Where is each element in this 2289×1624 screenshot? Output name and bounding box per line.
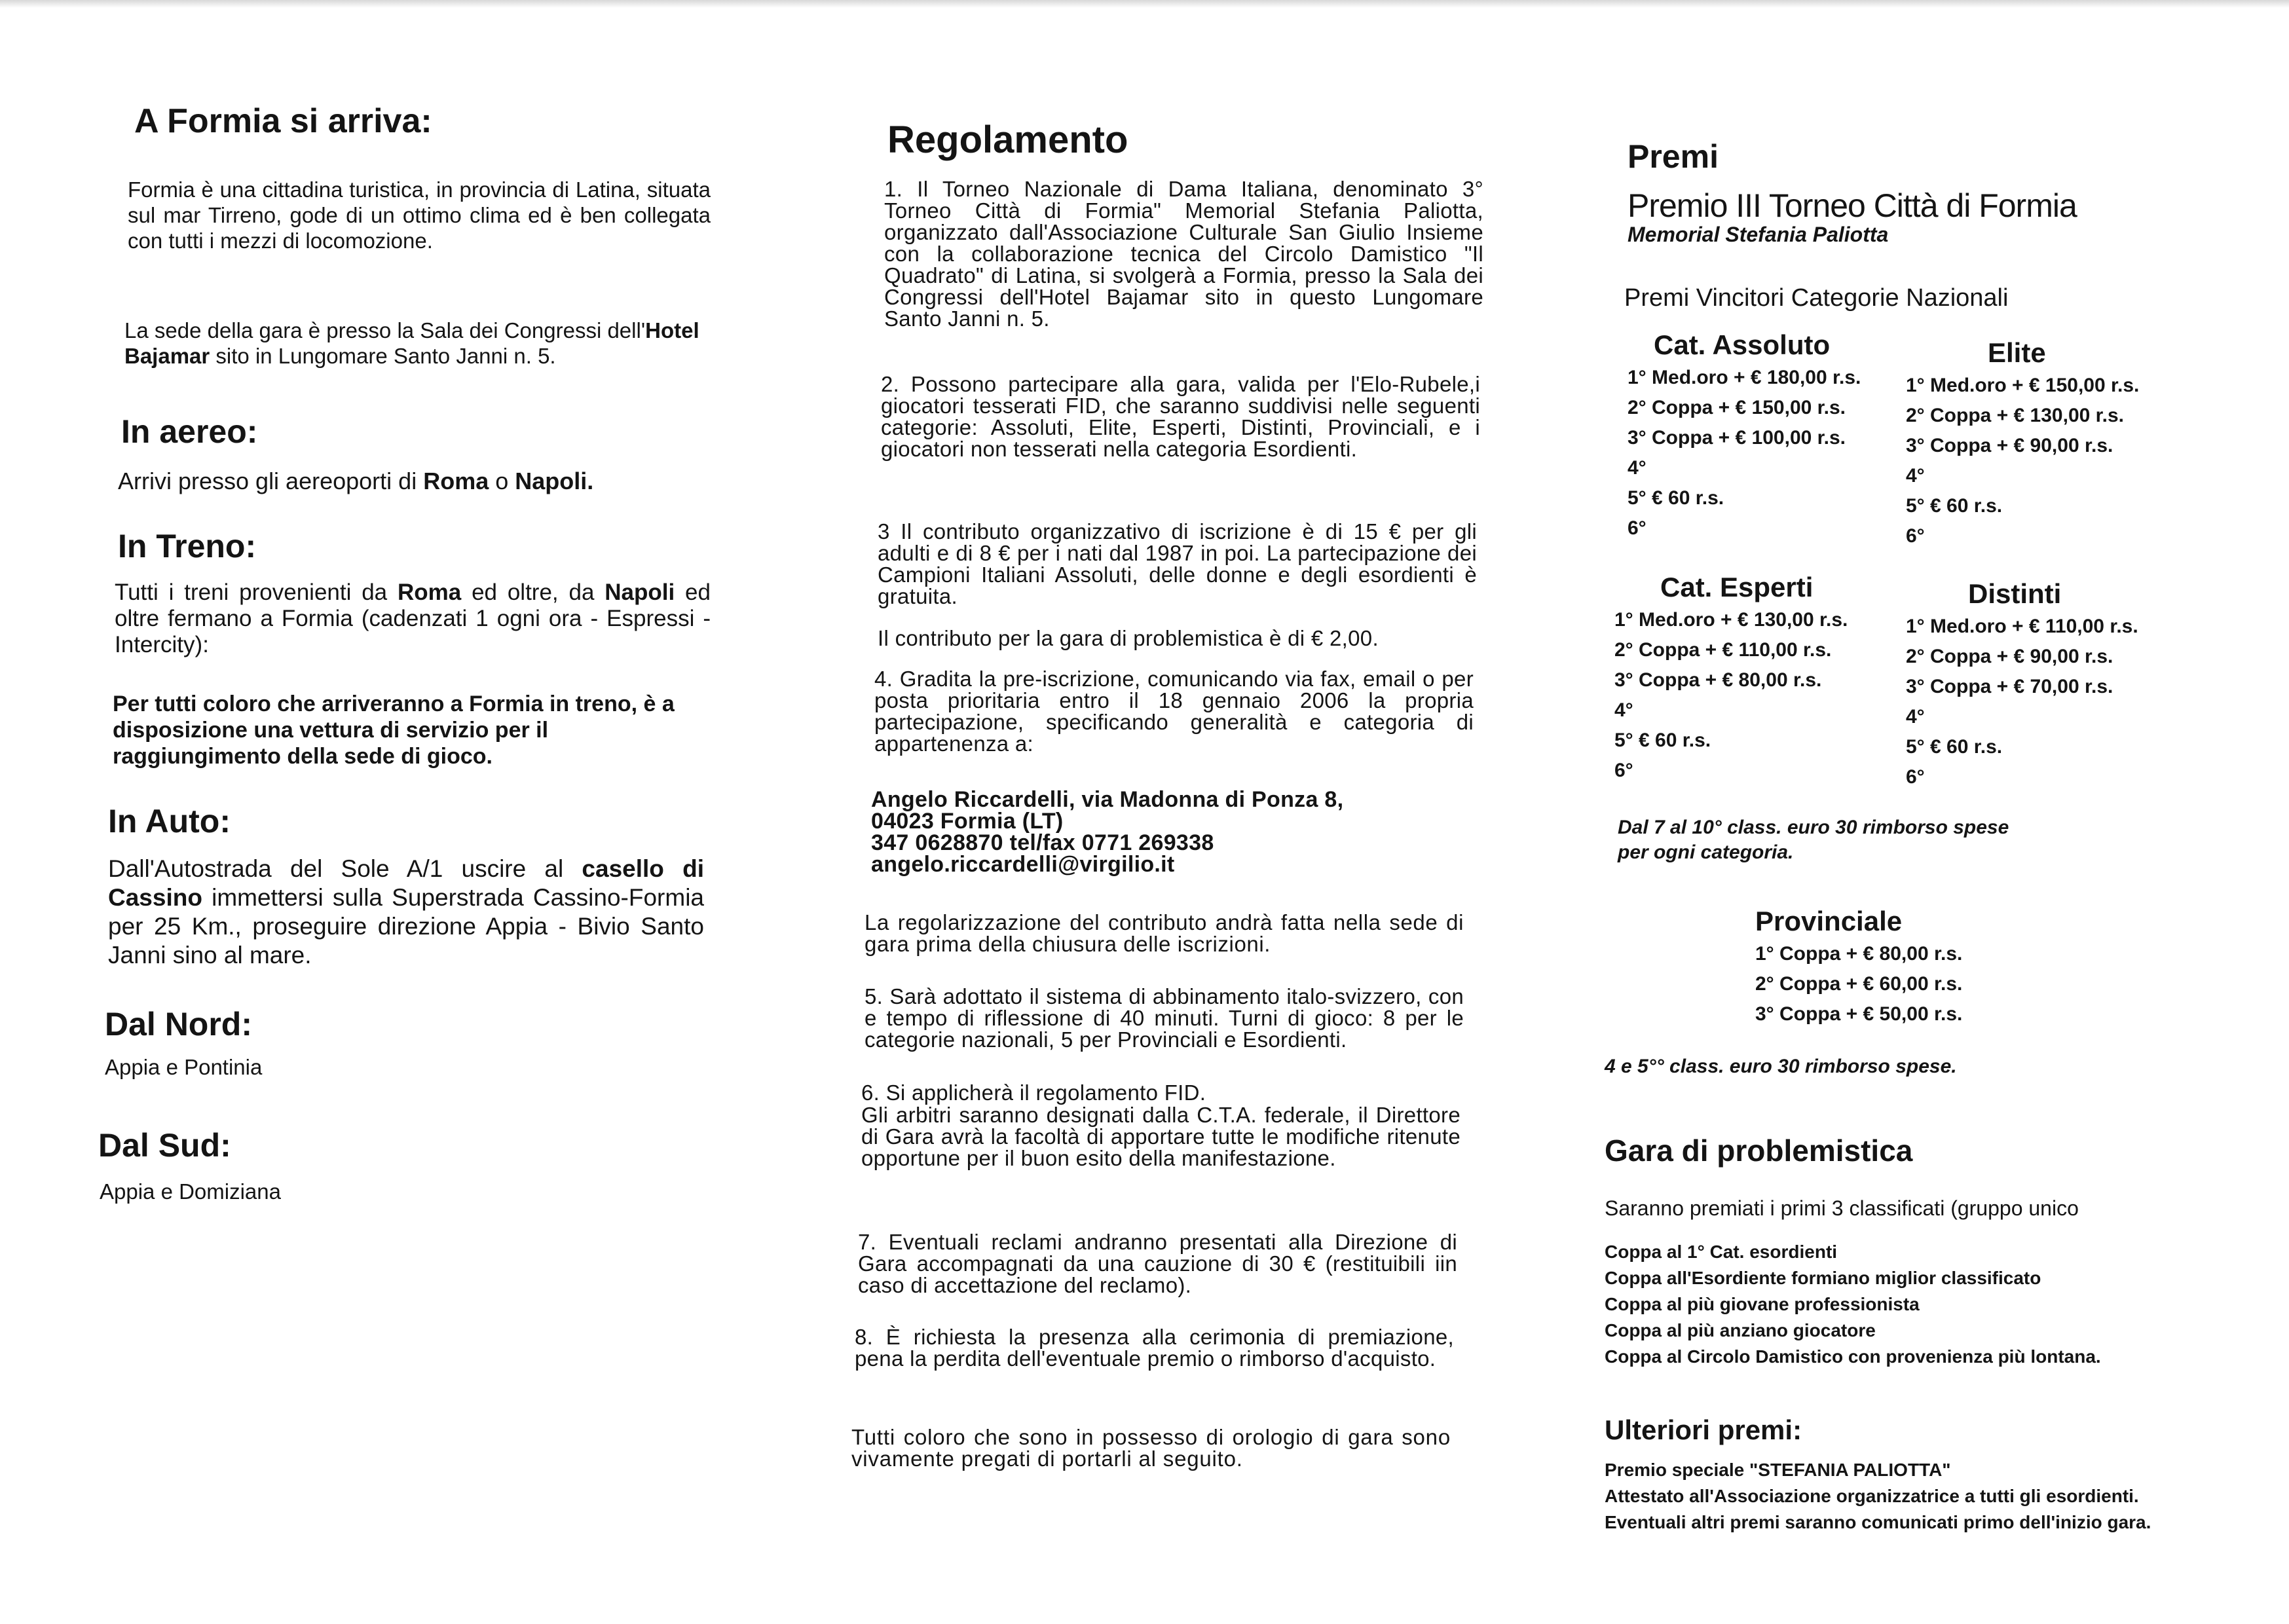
- rule-9: Tutti coloro che sono in possesso di orologio di gara sono vivamente pregati di portarli al seguito.: [851, 1425, 1451, 1471]
- rule-3b: Il contributo per la gara di problemistica è di € 2,00.: [878, 626, 1379, 650]
- rule-5: 5. Sarà adottato il sistema di abbinamento italo-svizzero, con e tempo di riflessione di 40 minuti. Turni di gioco: 8 per le categorie nazionali, 5 per Provinciali e Esordienti.: [865, 984, 1464, 1052]
- prizes-heading: Premi: [1628, 138, 1719, 175]
- problem-game-sub: Saranno premiati i primi 3 classificati (gruppo unico: [1605, 1196, 2079, 1220]
- rule-2: 2. Possono partecipare alla gara, valida per l'Elo-Rubele,i giocatori tesserati FID, che saranno suddivisi nelle seguenti categorie: Assoluti, Elite, Esperti, Distinti, Provinciali, e i giocatori non tesserati nella categoria Esordienti.: [881, 372, 1480, 461]
- list-item: Coppa al 1° Cat. esordienti: [1605, 1242, 1838, 1262]
- heading-car: In Auto:: [108, 803, 231, 840]
- rule-registration: La regolarizzazione del contributo andrà fatta nella sede di gara prima della chiusura delle iscrizioni.: [865, 910, 1464, 956]
- rule-7: 7. Eventuali reclami andranno presentati alla Direzione di Gara accompagnati da una cauzione di 30 € (restituibili iin caso di accettazione del reclamo).: [858, 1230, 1457, 1297]
- prize-assoluto: Cat. Assoluto 1° Med.oro + € 180,00 r.s. 2° Coppa + € 150,00 r.s. 3° Coppa + € 100,00 r.s. 4° 5° € 60 r.s. 6°: [1628, 327, 1861, 544]
- list-item: Coppa all'Esordiente formiano miglior classificato: [1605, 1268, 2041, 1288]
- cat-provinciale-name: Provinciale: [1755, 906, 1903, 936]
- cat-distinti-name: Distinti: [1968, 578, 2062, 609]
- contact-email: angelo.riccardelli@virgilio.it: [871, 852, 1175, 877]
- train-paragraph: Tutti i treni provenienti da Roma ed oltre, da Napoli ed oltre fermano a Formia (cadenzati 1 ogni ora - Espressi - Intercity):: [115, 580, 711, 657]
- prize-distinti: Distinti 1° Med.oro + € 110,00 r.s. 2° Coppa + € 90,00 r.s. 3° Coppa + € 70,00 r.s. 4° 5° € 60 r.s. 6°: [1906, 576, 2138, 792]
- list-item: Premio speciale "STEFANIA PALIOTTA": [1605, 1460, 1951, 1480]
- refund-note-2: 4 e 5°° class. euro 30 rimborso spese.: [1605, 1056, 1957, 1077]
- venue-paragraph: La sede della gara è presso la Sala dei Congressi dell'Hotel Bajamar sito in Lungomare Santo Janni n. 5.: [124, 318, 699, 368]
- prize-title: Premio III Torneo Città di Formia: [1628, 187, 2077, 224]
- rule-6b: Gli arbitri saranno designati dalla C.T.A. federale, il Direttore di Gara avrà la facoltà di apportare tutte le modifiche ritenute opportune per il buon esito della manifestazione.: [861, 1103, 1461, 1170]
- rule-3: 3 Il contributo organizzativo di iscrizione è di 15 € per gli adulti e di 8 € per i nati dal 1987 in poi. La partecipazione dei Campioni Italiani Assoluti, delle donne e degli esordienti è gratuita.: [878, 519, 1477, 608]
- cat-elite-name: Elite: [1988, 337, 2046, 368]
- prize-elite: Elite 1° Med.oro + € 150,00 r.s. 2° Coppa + € 130,00 r.s. 3° Coppa + € 90,00 r.s. 4° 5° € 60 r.s. 6°: [1906, 335, 2139, 551]
- air-paragraph: Arrivi presso gli aereoporti di Roma o Napoli.: [118, 468, 594, 494]
- prize-esperti: Cat. Esperti 1° Med.oro + € 130,00 r.s. 2° Coppa + € 110,00 r.s. 3° Coppa + € 80,00 r.s. 4° 5° € 60 r.s. 6°: [1614, 570, 1848, 786]
- cat-assoluto-name: Cat. Assoluto: [1654, 329, 1831, 360]
- contact-block: Angelo Riccardelli, via Madonna di Ponza 8, 04023 Formia (LT) 347 0628870 tel/fax 0771 269338 angelo.riccardelli@virgilio.it: [871, 789, 1470, 876]
- cat-esperti-name: Cat. Esperti: [1660, 572, 1814, 602]
- heading-train: In Treno:: [118, 528, 257, 564]
- more-prizes-heading: Ulteriori premi:: [1605, 1414, 1802, 1445]
- venue-hotel: Hotel Bajamar: [124, 318, 699, 368]
- prize-provinciale: Provinciale 1° Coppa + € 80,00 r.s. 2° Coppa + € 60,00 r.s. 3° Coppa + € 50,00 r.s.: [1755, 904, 1962, 1029]
- rule-6: 6. Si applicherà il regolamento FID.: [861, 1080, 1206, 1105]
- heading-air: In aereo:: [121, 413, 258, 450]
- problem-game-heading: Gara di problemistica: [1605, 1134, 1913, 1168]
- list-item: Coppa al Circolo Damistico con provenienza più lontana.: [1605, 1346, 2101, 1367]
- rule-1: 1. Il Torneo Nazionale di Dama Italiana, denominato 3° Torneo Città di Formia" Memorial Stefania Paliotta, organizzato dall'Associazione Culturale San Giulio Insieme con la collaborazione tecnica del Circolo Damistico "Il Quadrato" di Latina, si svolgerà a Formia, presso la Sala dei Congressi dell'Hotel Bajamar sito in questo Lungomare Santo Janni n. 5.: [884, 177, 1483, 331]
- refund-note-1: Dal 7 al 10° class. euro 30 rimborso spese per ogni categoria.: [1618, 817, 2009, 863]
- rules-title: Regolamento: [887, 119, 1128, 161]
- car-paragraph: Dall'Autostrada del Sole A/1 uscire al casello di Cassino immettersi sulla Superstrada Cassino-Formia per 25 Km., proseguire direzione Appia - Bivio Santo Janni sino al mare.: [108, 855, 704, 969]
- national-categories-label: Premi Vincitori Categorie Nazionali: [1624, 284, 2009, 312]
- more-prizes-list: [1605, 1457, 2151, 1536]
- train-shuttle-note: Per tutti coloro che arriveranno a Formia in treno, è a disposizione una vettura di servizio per il raggiungimento della sede di gioco.: [113, 692, 675, 769]
- south-text: Appia e Domiziana: [100, 1179, 281, 1204]
- memorial-subtitle: Memorial Stefania Paliotta: [1628, 223, 1889, 246]
- cups-list: [1605, 1239, 2101, 1370]
- intro-paragraph: Formia è una cittadina turistica, in provincia di Latina, situata sul mar Tirreno, gode di un ottimo clima ed è ben collegata con tutti i mezzi di locomozione.: [128, 177, 711, 253]
- list-item: Coppa al più anziano giocatore: [1605, 1320, 1876, 1340]
- rule-4: 4. Gradita la pre-iscrizione, comunicando via fax, email o per posta prioritaria entro il 18 gennaio 2006 la propria partecipazione, specificando generalità e categoria di appartenenza a:: [874, 667, 1474, 756]
- list-item: Coppa al più giovane professionista: [1605, 1294, 1920, 1314]
- heading-south: Dal Sud:: [98, 1127, 231, 1164]
- rule-8: 8. È richiesta la presenza alla cerimonia di premiazione, pena la perdita dell'eventuale premio o rimborso d'acquisto.: [855, 1325, 1454, 1371]
- scan-edge: [0, 0, 2289, 8]
- north-text: Appia e Pontinia: [105, 1055, 263, 1079]
- list-item: Eventuali altri premi saranno comunicati primo dell'inizio gara.: [1605, 1512, 2151, 1532]
- list-item: Attestato all'Associazione organizzatrice a tutti gli esordienti.: [1605, 1486, 2139, 1506]
- heading-arrive: A Formia si arriva:: [134, 102, 432, 140]
- heading-north: Dal Nord:: [105, 1006, 252, 1043]
